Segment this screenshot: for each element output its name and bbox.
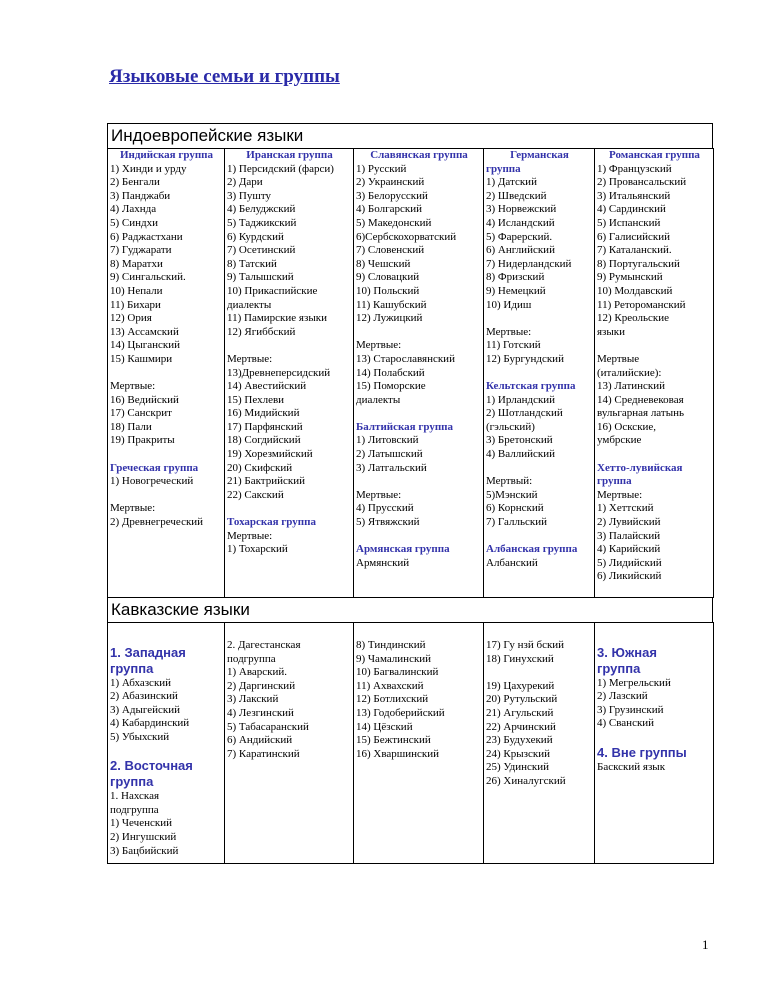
group-heading: группа [110,774,154,790]
language-item: 3) Пушту [227,189,271,202]
language-item: 20) Скифский [227,461,293,474]
language-item: Албанский [486,556,538,569]
cau-col-dagestan-3 [484,623,595,864]
language-item: 16) Мидийский [227,407,300,420]
language-item: 17) Санскрит [110,407,172,420]
language-item: 1) Русский [356,162,407,175]
language-item: 5) Таджикский [227,216,297,229]
language-item: диалекты [227,298,272,311]
group-heading: Славянская группа [370,149,468,161]
spacer [486,462,593,476]
language-item: 7) Каталанский. [597,244,672,257]
language-item: 6) Раджастхани [110,230,183,243]
language-item: 10) Идиш [486,298,532,311]
group-heading: Тохарская группа [227,516,316,529]
language-item: 7) Словенский [356,244,425,257]
group-heading: Индийская группа [119,149,214,161]
group-heading: Хетто-лувийская [597,461,683,474]
cau-col-south [595,623,714,864]
language-item: Армянский [356,556,410,569]
label-text: Мертвые: [227,529,273,542]
language-item: 3) Палайский [597,529,661,542]
language-item: 16) Оскские, [597,420,657,433]
language-item: 8) Маратхи [110,257,163,270]
language-item: 6) Корнский [486,502,544,515]
ie-col-iranian [225,149,354,598]
language-item: 14) Цыганский [110,339,181,352]
spacer [227,631,352,639]
language-item: 25) Удинский [486,761,550,774]
spacer [227,623,352,631]
language-item: 5) Фарерский. [486,230,553,243]
language-item: 7) Гуджарати [110,244,172,257]
language-item: 2. Дагестанская [227,639,301,651]
ie-col-romance [595,149,714,598]
language-item: 4) Кабардинский [110,717,190,730]
language-item: 18) Согдийский [227,434,301,447]
group-heading: Албанская группа [486,543,578,556]
language-item: 2) Дари [227,176,263,189]
language-item: 3) Бретонский [486,434,553,447]
label-text: Мертвый: [486,475,533,488]
language-item: (гэльский) [486,420,535,433]
label-text: Мертвые: [227,352,273,365]
language-item: 3) Норвежский [486,203,557,216]
page-title: Языковые семьи и группы [109,66,340,87]
language-item: 5) Лидийский [597,556,662,569]
spacer [356,475,482,489]
language-item: 13) Латинский [597,380,666,393]
spacer [356,631,482,639]
language-item: 7) Осетинский [227,244,296,257]
spacer [486,312,593,326]
language-item: 9) Сингальский. [110,271,186,284]
label-text: Мертвые: [486,325,532,338]
spacer [356,326,482,340]
language-item: 14) Полабский [356,366,425,379]
language-item: 1) Новогреческий [110,475,194,488]
language-item: 7) Галльский [486,516,547,529]
language-item: 22) Арчинский [486,720,556,733]
language-item: 11) Готский [486,339,541,352]
language-item: 3) Грузинский [597,703,664,716]
language-item: 2) Украинский [356,176,425,189]
language-item: 4) Карийский [597,543,661,556]
language-item: подгруппа [110,803,159,816]
language-item: 2) Латышский [356,448,423,461]
language-item: 17) Гу нзй бский [486,639,565,651]
language-item: 16) Ведийский [110,393,179,406]
group-heading: 4. Вне группы [597,744,687,760]
language-item: 3) Итальянский [597,189,671,202]
language-item: 7) Нидерландский [486,257,572,270]
language-item: 2) Абазинский [110,690,178,703]
group-heading: 2. Восточная [110,758,193,774]
language-item: 2) Провансальский [597,176,687,189]
language-item: 8) Фризский [486,271,545,284]
language-item: 15) Кашмири [110,352,173,365]
language-item: 1) Хинди и урду [110,162,187,175]
language-item: 15) Пехлеви [227,393,285,406]
spacer [227,502,352,516]
language-item: 5) Убыхский [110,730,170,743]
language-item: 12) Ория [110,312,152,325]
language-item: 5) Синдхи [110,216,159,229]
group-heading: Армянская группа [356,543,450,556]
language-item: 8) Португальский [597,257,680,270]
language-item: 12) Ботлихский [356,693,429,706]
language-item: 2) Бенгали [110,176,160,189]
language-item: 1) Чеченский [110,817,172,830]
language-item: 8) Татский [227,257,277,270]
language-item: 16) Хваршинский [356,747,440,760]
spacer [486,666,593,680]
group-heading: 3. Южная [597,644,657,660]
language-item: 10) Непали [110,284,163,297]
cau-col-dagestan-2 [354,623,484,864]
group-heading: Кельтская группа [486,380,576,393]
language-item: 1) Хеттский [597,502,654,515]
language-item: 5)Мэнский [486,488,538,501]
label-text: Мертвые: [110,502,156,515]
language-item: 10) Польский [356,284,420,297]
language-item: 2) Ингушский [110,830,177,843]
language-item: подгруппа [227,652,276,665]
group-heading: Греческая группа [110,461,199,474]
language-item: 9) Румынский [597,271,663,284]
language-item: 1) Датский [486,176,537,189]
language-item: 14) Цёзский [356,720,413,733]
language-item: (италийские): [597,366,662,379]
language-item: 1) Французский [597,162,672,175]
language-item: 2) Лазский [597,690,648,703]
spacer [110,367,223,381]
spacer [486,367,593,381]
language-item: 19) Пракриты [110,434,175,447]
language-item: 4) Болгарский [356,203,422,216]
language-item: 2) Древнегреческий [110,516,204,529]
language-item: 3) Панджаби [110,189,171,202]
language-item: 3) Адыгейский [110,703,180,716]
language-item: 1) Литовский [356,434,419,447]
language-item: 6) Английский [486,244,555,257]
language-item: 2) Шведский [486,189,547,202]
language-item: 1) Тохарский [227,543,288,556]
language-item: 22) Сакский [227,488,284,501]
language-item: 1) Ирландский [486,393,556,406]
group-heading: Иранская группа [246,149,333,161]
language-item: 4) Прусский [356,502,414,515]
language-item: 20) Рутульский [486,693,558,706]
spacer [597,623,712,637]
language-item: 13) Ассамский [110,325,179,338]
cau-col-west-east [108,623,225,864]
spacer [486,530,593,544]
group-heading: Германская [510,149,569,161]
language-item: 2) Шотландский [486,407,563,420]
label-text: Мертвые: [110,380,156,393]
caucasian-heading: Кавказские языки [107,597,713,623]
group-heading: 1. Западная [110,644,186,660]
language-item: 10) Прикаспийские [227,284,318,297]
language-item: 4) Лахнда [110,203,157,216]
language-item: 4) Лезгинский [227,706,294,719]
label-text: Мертвые: [356,339,402,352]
language-item: 3) Белорусский [356,189,428,202]
language-item: 5) Испанский [597,216,661,229]
language-item: 1) Мегрельский [597,676,671,689]
language-item: 5) Македонский [356,216,432,229]
language-item: 8) Тиндинский [356,639,426,651]
language-item: диалекты [356,393,401,406]
language-item: 6) Курдский [227,230,284,243]
group-heading: Романская группа [609,149,700,161]
language-item: вульгарная латынь [597,407,685,420]
language-item: 17) Парфянский [227,420,303,433]
language-item: 1) Аварский. [227,666,288,679]
ie-col-slavic [354,149,484,598]
language-item: 9) Талышский [227,271,294,284]
language-item: языки [597,325,626,338]
ie-col-indian [108,149,225,598]
language-item: 4) Сардинский [597,203,666,216]
language-item: 9) Немецкий [486,284,546,297]
spacer [110,745,223,759]
language-item: 14) Авестийский [227,380,307,393]
ie-col-germanic [484,149,595,598]
language-item: 21) Бактрийский [227,475,306,488]
spacer [227,339,352,353]
language-item: 10) Багвалинский [356,666,439,679]
label-text: Мертвые [597,352,640,365]
language-item: 12) Ягиббский [227,325,296,338]
spacer [597,448,712,462]
language-item: 23) Будухекий [486,734,553,747]
language-item: умбрские [597,434,642,447]
language-item: 6) Андийский [227,734,293,747]
spacer [110,623,223,637]
language-item: 12) Лужицкий [356,312,423,325]
group-heading: Балтийская группа [356,420,454,433]
spacer [597,637,712,645]
spacer [110,489,223,503]
group-heading: группа [597,475,632,488]
language-item: 2) Лувийский [597,516,661,529]
language-item: 15) Бежтинский [356,734,431,747]
language-item: 15) Поморские [356,380,426,393]
label-text: Мертвые: [597,488,643,501]
label-text: Мертвые: [356,488,402,501]
cau-col-dagestan [225,623,354,864]
spacer [486,623,593,631]
language-item: 3) Лакский [227,693,279,706]
group-heading: группа [597,660,641,676]
language-item: 9) Словацкий [356,271,420,284]
language-item: 9) Чамалинский [356,652,432,665]
language-item: 14) Средневековая [597,393,684,406]
indoeuropean-table [107,148,714,598]
language-item: 13)Древнеперсидский [227,366,331,379]
language-item: 26) Хиналугский [486,774,566,787]
language-item: 13) Годоберийский [356,706,445,719]
language-item: 1) Абхазский [110,676,172,689]
spacer [110,448,223,462]
language-item: 11) Кашубский [356,298,427,311]
language-item: 6) Галисийский [597,230,671,243]
language-item: 11) Ретороманский [597,298,686,311]
language-item: 1. Нахская [110,790,160,803]
language-item: 1) Персидский (фарси) [227,162,334,175]
language-item: 11) Памирские языки [227,312,327,325]
language-item: 5) Табасаранский [227,720,309,733]
language-item: 19) Хорезмийский [227,448,313,461]
language-item: 10) Молдавский [597,284,673,297]
language-item: 4) Валлийский [486,448,555,461]
language-item: 12) Креольские [597,312,669,325]
language-item: 19) Цахурекий [486,679,555,692]
spacer [356,407,482,421]
language-item: 11) Бихари [110,298,161,311]
language-item: 12) Бургундский [486,352,564,365]
language-item: 18) Гинухский [486,652,554,665]
spacer [110,637,223,645]
language-item: 6)Сербскохорватский [356,230,457,243]
language-item: 8) Чешский [356,257,411,270]
group-heading: группа [486,162,521,175]
language-item: 7) Каратинский [227,747,300,760]
group-heading: группа [110,660,154,676]
language-item: 11) Ахвахский [356,679,424,692]
spacer [597,731,712,745]
language-item: 4) Сванский [597,717,655,730]
spacer [597,339,712,353]
caucasian-table [107,622,714,864]
language-item: 6) Ликийский [597,570,662,583]
language-item: 13) Старославянский [356,352,455,365]
indoeuropean-heading: Индоевропейские языки [107,123,713,149]
page-number: 1 [702,937,709,952]
language-item: 5) Ятвяжский [356,516,420,529]
spacer [486,631,593,639]
language-item: 4) Исландский [486,216,555,229]
language-item: 3) Бацбийский [110,844,179,857]
language-item: 2) Даргинский [227,679,296,692]
language-item: 18) Пали [110,420,152,433]
language-item: Баскский язык [597,760,666,773]
language-item: 24) Крызский [486,747,550,760]
language-item: 21) Агульский [486,706,554,719]
language-item: 3) Латгальский [356,461,427,474]
language-item: 4) Белуджский [227,203,296,216]
spacer [356,530,482,544]
spacer [356,623,482,631]
